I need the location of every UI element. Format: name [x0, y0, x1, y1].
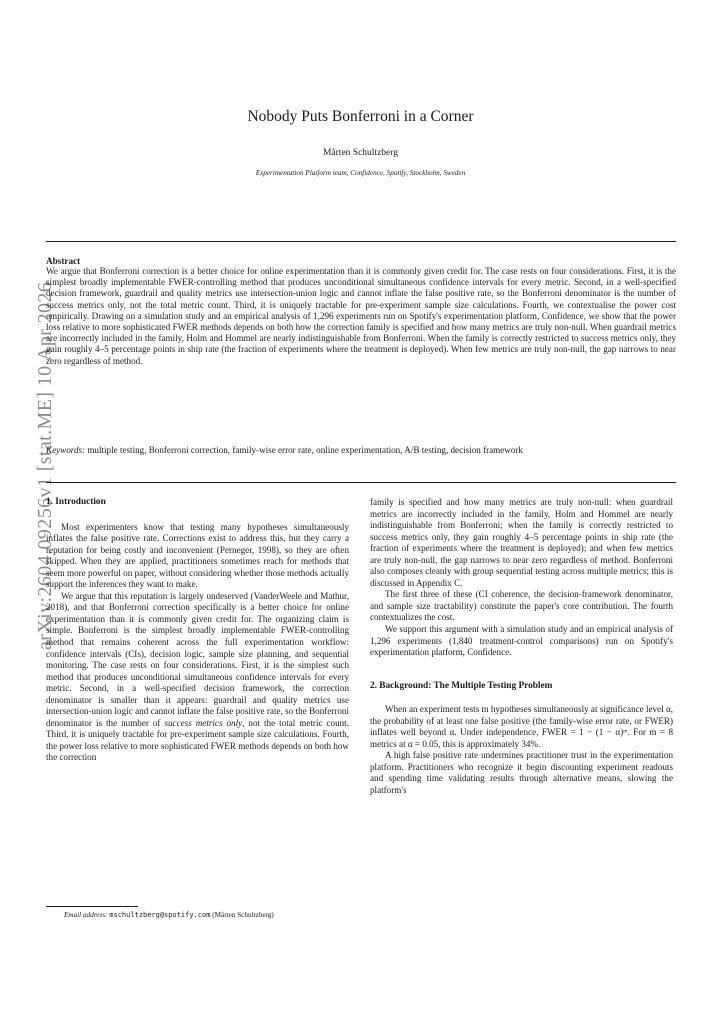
abstract-text: We argue that Bonferroni correction is a better choice for online experimentation than it is commonly given credit for. The case rests on four considerations. First, it is the simplest broadly implementable FWER-controlling method that produces unconditional simultaneous confidence intervals for every metric. Second, in a well-specified decision framework, guardrail and quality metrics use intersection-union logic and cannot inflate the false positive rate, so the Bonferroni denominator is the number of success metrics only, not the total metric count. Third, it is uniquely tractable for pre-experiment sample size calculations. Fourth, we contextualise the power cost empirically. Drawing on a simulation study and an empirical analysis of 1,296 experiments run on Spotify's experimentation platform, Confidence, we show that the power loss relative to more sophisticated FWER methods depends on both how the correction family is specified and how many metrics are truly non-null. When guardrail metrics are incorrectly included in the family, Holm and Hommel are nearly indistinguishable from Bonferroni. When the family is correctly restricted to success metrics only, they gain roughly 4–5 percentage points in ship rate (the fraction of experiments where the treatment is deployed). When few metrics are truly non-null, the gap narrows to near zero regardless of method. — [46, 266, 676, 366]
abstract-bottom-rule — [46, 482, 676, 483]
intro-paragraph-4: We support this argument with a simulation study and an empirical analysis of 1,296 experiments (1,840 treatment-control comparisons) run on Spotify's experimentation platform, Confidence. — [370, 624, 673, 658]
footnote — [64, 911, 274, 919]
background-paragraph-1: When an experiment tests m hypotheses simultaneously at significance level α, the probability of at least one false positive (the family-wise error rate, or FWER) inflates well beyond α. Under independence, FWER = 1 − (1 − α)ᵐ. For m = 8 metrics at α = 0.05, this is approximately 34%. — [370, 704, 673, 749]
arxiv-watermark: arXiv:2604.09256v1 [stat.ME] 10 Apr 2026 — [34, 281, 56, 650]
abstract-heading: Abstract — [46, 256, 81, 266]
footnote-label: Email address: — [64, 911, 108, 919]
author-affiliation: Experimentation Platform team, Confidence, Spotify, Stockholm, Sweden — [255, 169, 466, 177]
section-heading-introduction: 1. Introduction — [46, 497, 106, 507]
keywords-list: multiple testing, Bonferroni correction, family-wise error rate, online experimentation, A/B testing, decision framework — [87, 445, 523, 455]
footnote-name: (Mårten Schultzberg) — [212, 911, 274, 919]
section-heading-background: 2. Background: The Multiple Testing Problem — [370, 680, 553, 691]
keywords-label: Keywords: — [46, 445, 86, 455]
left-column — [46, 497, 349, 764]
emphasis-success-metrics: success metrics only — [164, 717, 243, 728]
intro-paragraph-1: Most experimenters know that testing many hypotheses simultaneously inflates the false positive rate. Corrections exist to address this, but they carry a reputation for being costly and inconvenient (Perneger, 1998), so they are often skipped. When they are applied, practitioners sometimes reach for methods that seem more powerful on paper, without considering whether those methods actually support the inferences they want to make. — [46, 521, 349, 590]
paper-title: Nobody Puts Bonferroni in a Corner — [247, 108, 474, 125]
background-paragraph-2: A high false positive rate undermines practitioner trust in the experimentation platform. Practitioners who recognize it begin discounting experiment readouts and spending time validating results through alternative means, slowing the platform's — [370, 750, 673, 796]
right-column — [370, 497, 673, 797]
footnote-email[interactable]: mschultzberg@spotify.com — [109, 911, 211, 919]
intro-paragraph-2: We argue that this reputation is largely undeserved (VanderWeele and Mathur, 2018), and that Bonferroni correction specifically is a better choice for online experimentation than it is commonly given credit for. The organizing claim is simple. Bonferroni is the simplest broadly implementable FWER-controlling method that remains coherent across the full experimentation workflow: confidence intervals (CIs), decision logic, sample size planning, and sequential monitoring. The case rests on four considerations. First, it is the simplest such method that produces unconditional simultaneous confidence intervals for every metric. Second, in a well-specified decision framework, the correction denominator is smaller than it appears: guardrail and quality metrics use intersection-union logic and cannot inflate the false positive rate, so the Bonferroni denominator is the number of success metrics only, not the total metric count. Third, it is uniquely tractable for pre-experiment sample size calculations. Fourth, the power loss relative to more sophisticated FWER methods depends on both how the correction — [46, 590, 349, 763]
keywords — [46, 444, 666, 456]
intro-paragraph-2-continued: family is specified and how many metrics are truly non-null: when guardrail metrics are incorrectly included in the family, Holm and Hommel are nearly indistinguishable from Bonferroni; when the family is correctly restricted to success metrics only, they gain roughly 4–5 percentage points in ship rate (the fraction of experiments where the treatment is deployed); and when few metrics are truly non-null, the gap narrows to near zero regardless of method. Bonferroni also composes cleanly with group sequential testing across multiple metrics; this is discussed in Appendix C. — [370, 497, 673, 588]
author-name: Mårten Schultzberg — [322, 148, 398, 158]
footnote-rule — [46, 906, 138, 907]
intro-paragraph-3: The first three of these (CI coherence, the decision-framework denominator, and sample size tractability) constitute the paper's core contribution. The fourth contextualizes the cost. — [370, 589, 673, 623]
top-rule — [46, 241, 676, 242]
